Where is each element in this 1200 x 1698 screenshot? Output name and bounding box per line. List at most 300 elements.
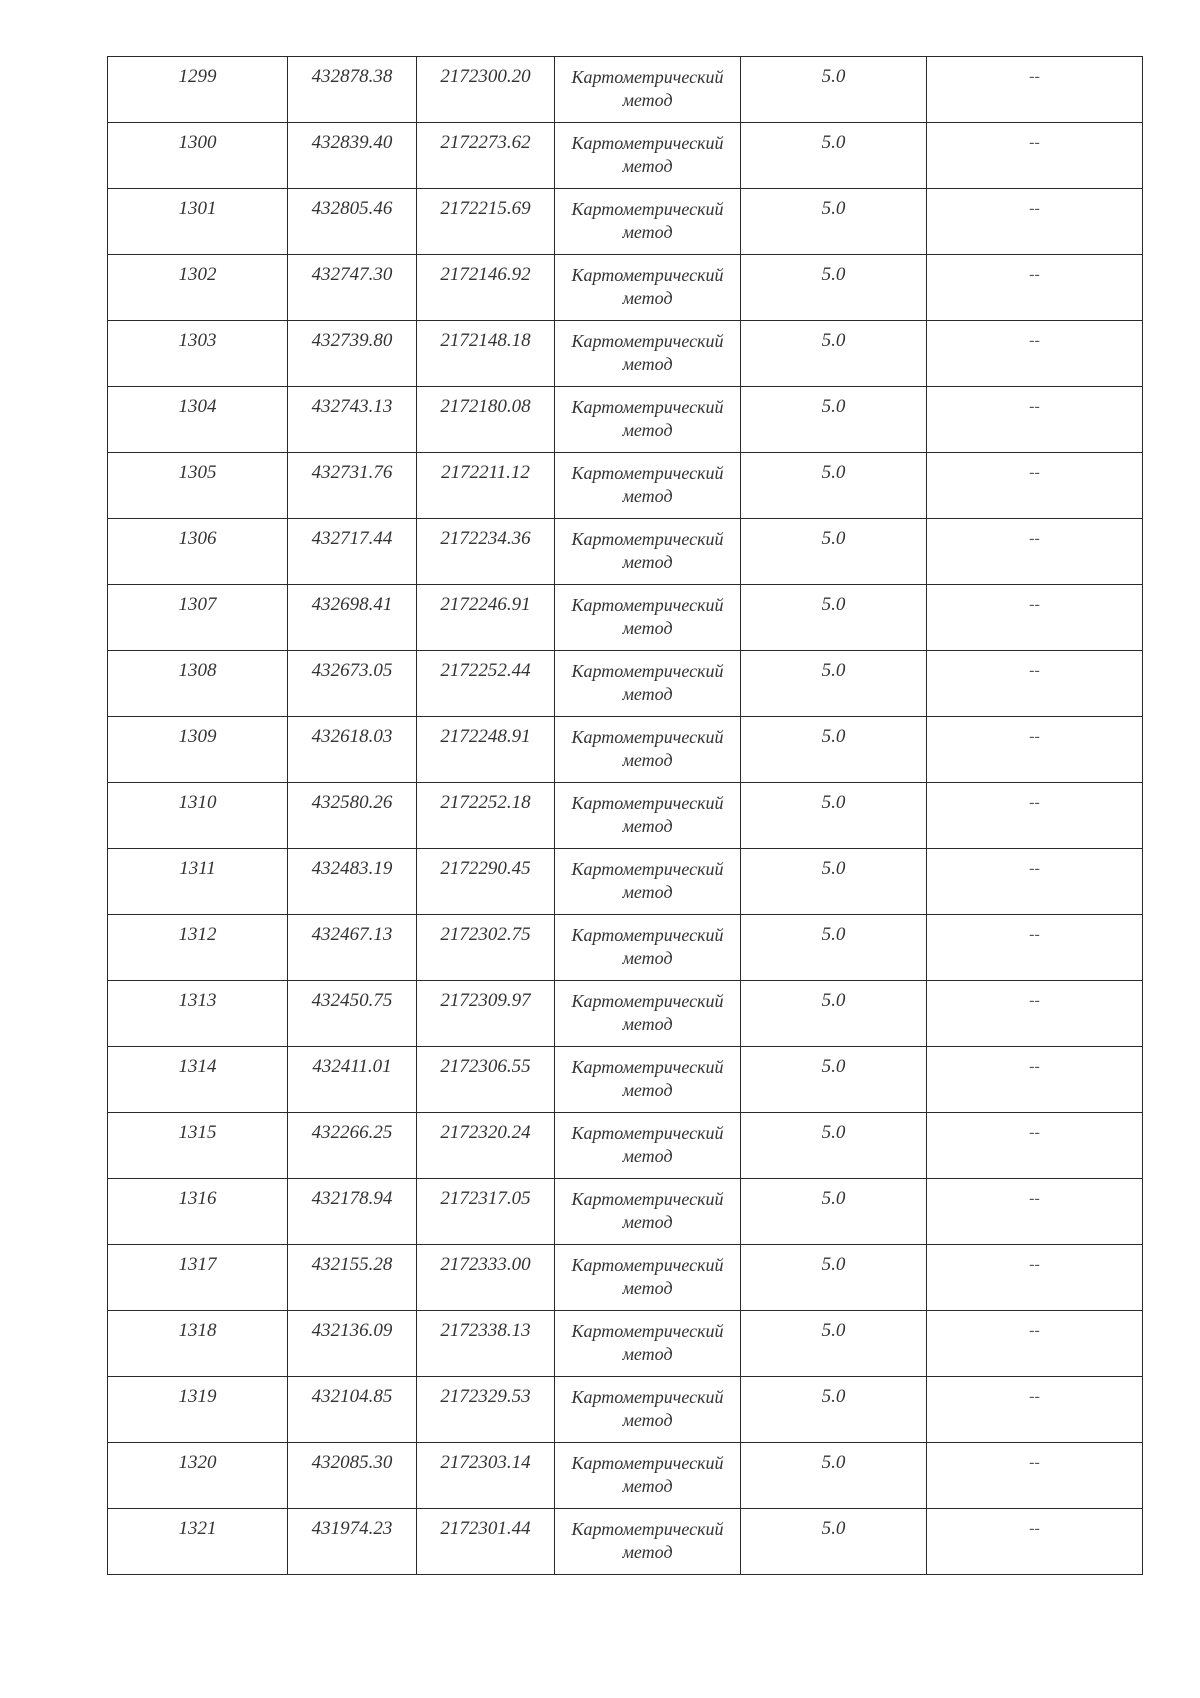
x-coordinate-text: 432450.75	[311, 990, 393, 1011]
x-coordinate-text: 432717.44	[311, 528, 393, 549]
table-row	[108, 1179, 1143, 1245]
note-text: --	[1029, 332, 1040, 349]
point-number-text: 1302	[178, 264, 217, 285]
table-row	[108, 1113, 1143, 1179]
y-coordinate-cell	[417, 255, 555, 321]
method-text	[555, 255, 740, 310]
method-text	[555, 57, 740, 112]
point-number-cell	[108, 255, 288, 321]
note-cell	[927, 1311, 1143, 1377]
accuracy-cell	[741, 1179, 927, 1245]
method-line-1: Картометрический	[571, 1123, 724, 1143]
method-line-2: метод	[622, 948, 673, 968]
method-line-2: метод	[622, 1212, 673, 1232]
method-text	[555, 849, 740, 904]
accuracy-cell	[741, 1047, 927, 1113]
note-cell	[927, 783, 1143, 849]
accuracy-cell	[741, 189, 927, 255]
accuracy-cell	[741, 1311, 927, 1377]
note-text: --	[1029, 662, 1040, 679]
point-number-cell	[108, 1377, 288, 1443]
method-cell	[555, 387, 741, 453]
y-coordinate-text: 2172180.08	[440, 396, 531, 417]
y-coordinate-text: 2172248.91	[440, 726, 531, 747]
method-cell	[555, 849, 741, 915]
x-coordinate-cell	[288, 651, 417, 717]
method-line-2: метод	[622, 420, 673, 440]
note-cell	[927, 453, 1143, 519]
accuracy-cell	[741, 849, 927, 915]
x-coordinate-text: 432136.09	[311, 1320, 393, 1341]
method-line-1: Картометрический	[571, 397, 724, 417]
y-coordinate-cell	[417, 1509, 555, 1575]
point-number-cell	[108, 1245, 288, 1311]
accuracy-cell	[741, 57, 927, 123]
method-text	[555, 1245, 740, 1300]
accuracy-text: 5.0	[821, 1320, 846, 1341]
point-number-text: 1320	[178, 1452, 217, 1473]
x-coordinate-cell	[288, 1047, 417, 1113]
table-row	[108, 585, 1143, 651]
method-line-1: Картометрический	[571, 991, 724, 1011]
y-coordinate-text: 2172300.20	[440, 66, 531, 87]
x-coordinate-cell	[288, 849, 417, 915]
method-text	[555, 321, 740, 376]
method-text	[555, 1311, 740, 1366]
x-coordinate-cell	[288, 1311, 417, 1377]
note-text: --	[1029, 860, 1040, 877]
note-cell	[927, 1047, 1143, 1113]
note-cell	[927, 387, 1143, 453]
point-number-text: 1310	[178, 792, 217, 813]
table-row	[108, 849, 1143, 915]
accuracy-text: 5.0	[821, 726, 846, 747]
method-line-1: Картометрический	[571, 1057, 724, 1077]
method-cell	[555, 189, 741, 255]
point-number-cell	[108, 189, 288, 255]
accuracy-cell	[741, 915, 927, 981]
note-cell	[927, 651, 1143, 717]
x-coordinate-cell	[288, 1245, 417, 1311]
y-coordinate-text: 2172246.91	[440, 594, 531, 615]
point-number-text: 1316	[178, 1188, 217, 1209]
accuracy-cell	[741, 519, 927, 585]
accuracy-cell	[741, 321, 927, 387]
table-row	[108, 1377, 1143, 1443]
accuracy-text: 5.0	[821, 858, 846, 879]
point-number-cell	[108, 849, 288, 915]
note-text: --	[1029, 68, 1040, 85]
method-line-1: Картометрический	[571, 331, 724, 351]
accuracy-text: 5.0	[821, 594, 846, 615]
note-text: --	[1029, 1190, 1040, 1207]
method-line-2: метод	[622, 288, 673, 308]
point-number-text: 1304	[178, 396, 217, 417]
method-text	[555, 1509, 740, 1564]
method-line-2: метод	[622, 354, 673, 374]
method-text	[555, 387, 740, 442]
y-coordinate-text: 2172290.45	[440, 858, 531, 879]
y-coordinate-cell	[417, 915, 555, 981]
point-number-cell	[108, 1311, 288, 1377]
x-coordinate-text: 432411.01	[312, 1056, 392, 1077]
method-line-1: Картометрический	[571, 529, 724, 549]
y-coordinate-cell	[417, 189, 555, 255]
accuracy-text: 5.0	[821, 528, 846, 549]
method-line-2: метод	[622, 1476, 673, 1496]
note-text: --	[1029, 1058, 1040, 1075]
note-text: --	[1029, 794, 1040, 811]
accuracy-text: 5.0	[821, 66, 846, 87]
method-line-2: метод	[622, 1146, 673, 1166]
point-number-text: 1308	[178, 660, 217, 681]
note-cell	[927, 1245, 1143, 1311]
y-coordinate-cell	[417, 1311, 555, 1377]
note-text: --	[1029, 1256, 1040, 1273]
point-number-cell	[108, 1113, 288, 1179]
note-cell	[927, 57, 1143, 123]
y-coordinate-text: 2172252.44	[440, 660, 531, 681]
method-line-1: Картометрический	[571, 793, 724, 813]
table-row	[108, 387, 1143, 453]
y-coordinate-cell	[417, 1179, 555, 1245]
table-row	[108, 1509, 1143, 1575]
method-cell	[555, 519, 741, 585]
y-coordinate-cell	[417, 651, 555, 717]
y-coordinate-text: 2172273.62	[440, 132, 531, 153]
accuracy-cell	[741, 1245, 927, 1311]
method-line-2: метод	[622, 750, 673, 770]
y-coordinate-cell	[417, 849, 555, 915]
accuracy-text: 5.0	[821, 264, 846, 285]
accuracy-cell	[741, 387, 927, 453]
y-coordinate-cell	[417, 717, 555, 783]
accuracy-text: 5.0	[821, 1188, 846, 1209]
y-coordinate-text: 2172215.69	[440, 198, 531, 219]
y-coordinate-text: 2172329.53	[440, 1386, 531, 1407]
method-cell	[555, 717, 741, 783]
x-coordinate-cell	[288, 1443, 417, 1509]
method-text	[555, 717, 740, 772]
method-line-2: метод	[622, 1278, 673, 1298]
point-number-text: 1305	[178, 462, 217, 483]
method-cell	[555, 453, 741, 519]
y-coordinate-text: 2172301.44	[440, 1518, 531, 1539]
method-text	[555, 981, 740, 1036]
method-cell	[555, 1509, 741, 1575]
point-number-cell	[108, 57, 288, 123]
point-number-text: 1321	[178, 1518, 217, 1539]
x-coordinate-cell	[288, 1113, 417, 1179]
note-cell	[927, 255, 1143, 321]
point-number-text: 1312	[178, 924, 217, 945]
point-number-text: 1306	[178, 528, 217, 549]
method-line-2: метод	[622, 1410, 673, 1430]
note-text: --	[1029, 1388, 1040, 1405]
y-coordinate-cell	[417, 585, 555, 651]
accuracy-cell	[741, 1509, 927, 1575]
note-cell	[927, 717, 1143, 783]
method-text	[555, 453, 740, 508]
method-cell	[555, 1113, 741, 1179]
x-coordinate-cell	[288, 1179, 417, 1245]
method-line-1: Картометрический	[571, 595, 724, 615]
method-line-1: Картометрический	[571, 1453, 724, 1473]
y-coordinate-cell	[417, 1245, 555, 1311]
method-cell	[555, 57, 741, 123]
x-coordinate-cell	[288, 981, 417, 1047]
method-line-2: метод	[622, 1014, 673, 1034]
method-text	[555, 915, 740, 970]
x-coordinate-cell	[288, 387, 417, 453]
accuracy-cell	[741, 1113, 927, 1179]
y-coordinate-text: 2172320.24	[440, 1122, 531, 1143]
note-text: --	[1029, 200, 1040, 217]
method-line-1: Картометрический	[571, 463, 724, 483]
point-number-cell	[108, 123, 288, 189]
point-number-cell	[108, 453, 288, 519]
method-line-2: метод	[622, 222, 673, 242]
method-line-1: Картометрический	[571, 859, 724, 879]
note-text: --	[1029, 266, 1040, 283]
method-line-2: метод	[622, 618, 673, 638]
method-line-2: метод	[622, 882, 673, 902]
table-row	[108, 1443, 1143, 1509]
accuracy-text: 5.0	[821, 462, 846, 483]
y-coordinate-cell	[417, 1443, 555, 1509]
accuracy-text: 5.0	[821, 660, 846, 681]
accuracy-text: 5.0	[821, 1386, 846, 1407]
accuracy-text: 5.0	[821, 1056, 846, 1077]
method-line-1: Картометрический	[571, 199, 724, 219]
note-text: --	[1029, 1124, 1040, 1141]
point-number-text: 1317	[178, 1254, 217, 1275]
note-text: --	[1029, 1454, 1040, 1471]
point-number-cell	[108, 387, 288, 453]
method-line-1: Картометрический	[571, 661, 724, 681]
accuracy-cell	[741, 1377, 927, 1443]
table-row	[108, 1047, 1143, 1113]
point-number-text: 1300	[178, 132, 217, 153]
accuracy-cell	[741, 123, 927, 189]
point-number-text: 1303	[178, 330, 217, 351]
x-coordinate-text: 432266.25	[311, 1122, 393, 1143]
point-number-cell	[108, 717, 288, 783]
accuracy-text: 5.0	[821, 132, 846, 153]
method-line-2: метод	[622, 1542, 673, 1562]
x-coordinate-cell	[288, 123, 417, 189]
x-coordinate-text: 432743.13	[311, 396, 393, 417]
point-number-text: 1301	[178, 198, 217, 219]
point-number-text: 1319	[178, 1386, 217, 1407]
table-row	[108, 981, 1143, 1047]
y-coordinate-cell	[417, 453, 555, 519]
note-text: --	[1029, 530, 1040, 547]
y-coordinate-cell	[417, 321, 555, 387]
method-line-2: метод	[622, 90, 673, 110]
note-text: --	[1029, 134, 1040, 151]
method-text	[555, 1113, 740, 1168]
table-row	[108, 783, 1143, 849]
note-cell	[927, 849, 1143, 915]
table-row	[108, 57, 1143, 123]
y-coordinate-text: 2172148.18	[440, 330, 531, 351]
point-number-cell	[108, 1179, 288, 1245]
method-text	[555, 1047, 740, 1102]
method-line-2: метод	[622, 156, 673, 176]
method-text	[555, 1443, 740, 1498]
accuracy-cell	[741, 585, 927, 651]
x-coordinate-text: 432747.30	[311, 264, 393, 285]
table-row	[108, 453, 1143, 519]
x-coordinate-cell	[288, 321, 417, 387]
accuracy-text: 5.0	[821, 1452, 846, 1473]
method-cell	[555, 981, 741, 1047]
method-line-1: Картометрический	[571, 1387, 724, 1407]
method-cell	[555, 321, 741, 387]
point-number-cell	[108, 1509, 288, 1575]
method-text	[555, 123, 740, 178]
method-line-2: метод	[622, 684, 673, 704]
coordinates-table	[107, 56, 1143, 1575]
y-coordinate-cell	[417, 1047, 555, 1113]
method-cell	[555, 1377, 741, 1443]
method-line-1: Картометрический	[571, 265, 724, 285]
y-coordinate-text: 2172306.55	[440, 1056, 531, 1077]
method-text	[555, 519, 740, 574]
y-coordinate-text: 2172252.18	[440, 792, 531, 813]
note-cell	[927, 1509, 1143, 1575]
method-line-1: Картометрический	[571, 925, 724, 945]
y-coordinate-text: 2172309.97	[440, 990, 531, 1011]
method-text	[555, 585, 740, 640]
accuracy-text: 5.0	[821, 1518, 846, 1539]
note-cell	[927, 1113, 1143, 1179]
method-line-2: метод	[622, 552, 673, 572]
table-row	[108, 651, 1143, 717]
x-coordinate-cell	[288, 189, 417, 255]
x-coordinate-cell	[288, 1509, 417, 1575]
accuracy-cell	[741, 255, 927, 321]
note-cell	[927, 321, 1143, 387]
note-text: --	[1029, 398, 1040, 415]
point-number-text: 1314	[178, 1056, 217, 1077]
point-number-cell	[108, 321, 288, 387]
method-cell	[555, 1047, 741, 1113]
x-coordinate-text: 432839.40	[311, 132, 393, 153]
method-text	[555, 651, 740, 706]
accuracy-cell	[741, 981, 927, 1047]
x-coordinate-text: 432467.13	[311, 924, 393, 945]
point-number-cell	[108, 519, 288, 585]
table-row	[108, 915, 1143, 981]
x-coordinate-cell	[288, 915, 417, 981]
x-coordinate-cell	[288, 519, 417, 585]
x-coordinate-text: 432673.05	[311, 660, 393, 681]
accuracy-cell	[741, 717, 927, 783]
x-coordinate-text: 432085.30	[311, 1452, 393, 1473]
note-cell	[927, 585, 1143, 651]
accuracy-text: 5.0	[821, 990, 846, 1011]
x-coordinate-cell	[288, 717, 417, 783]
y-coordinate-text: 2172234.36	[440, 528, 531, 549]
point-number-cell	[108, 1443, 288, 1509]
note-cell	[927, 123, 1143, 189]
table-row	[108, 123, 1143, 189]
point-number-text: 1311	[179, 858, 216, 879]
x-coordinate-text: 432805.46	[311, 198, 393, 219]
point-number-cell	[108, 651, 288, 717]
y-coordinate-text: 2172338.13	[440, 1320, 531, 1341]
accuracy-text: 5.0	[821, 198, 846, 219]
x-coordinate-cell	[288, 453, 417, 519]
method-cell	[555, 1179, 741, 1245]
point-number-cell	[108, 783, 288, 849]
method-text	[555, 783, 740, 838]
note-cell	[927, 519, 1143, 585]
table-row	[108, 255, 1143, 321]
note-cell	[927, 1179, 1143, 1245]
x-coordinate-cell	[288, 1377, 417, 1443]
accuracy-cell	[741, 453, 927, 519]
note-text: --	[1029, 728, 1040, 745]
accuracy-text: 5.0	[821, 924, 846, 945]
x-coordinate-text: 431974.23	[311, 1518, 393, 1539]
note-cell	[927, 189, 1143, 255]
method-cell	[555, 783, 741, 849]
method-line-1: Картометрический	[571, 727, 724, 747]
y-coordinate-text: 2172146.92	[440, 264, 531, 285]
method-cell	[555, 915, 741, 981]
y-coordinate-cell	[417, 57, 555, 123]
note-cell	[927, 1443, 1143, 1509]
table-row	[108, 189, 1143, 255]
accuracy-text: 5.0	[821, 396, 846, 417]
table-row	[108, 717, 1143, 783]
point-number-text: 1307	[178, 594, 217, 615]
method-text	[555, 1179, 740, 1234]
x-coordinate-cell	[288, 783, 417, 849]
y-coordinate-text: 2172302.75	[440, 924, 531, 945]
method-cell	[555, 255, 741, 321]
y-coordinate-cell	[417, 981, 555, 1047]
accuracy-cell	[741, 651, 927, 717]
method-line-1: Картометрический	[571, 67, 724, 87]
method-cell	[555, 1245, 741, 1311]
note-text: --	[1029, 464, 1040, 481]
y-coordinate-cell	[417, 1113, 555, 1179]
accuracy-text: 5.0	[821, 1254, 846, 1275]
y-coordinate-text: 2172303.14	[440, 1452, 531, 1473]
note-text: --	[1029, 1520, 1040, 1537]
method-line-2: метод	[622, 816, 673, 836]
point-number-cell	[108, 585, 288, 651]
method-line-1: Картометрический	[571, 133, 724, 153]
y-coordinate-cell	[417, 387, 555, 453]
point-number-text: 1299	[178, 66, 217, 87]
table-row	[108, 1245, 1143, 1311]
y-coordinate-cell	[417, 123, 555, 189]
x-coordinate-text: 432878.38	[311, 66, 393, 87]
x-coordinate-text: 432178.94	[311, 1188, 393, 1209]
method-line-2: метод	[622, 1344, 673, 1364]
method-cell	[555, 1311, 741, 1377]
y-coordinate-text: 2172333.00	[440, 1254, 531, 1275]
x-coordinate-cell	[288, 255, 417, 321]
note-cell	[927, 1377, 1143, 1443]
method-cell	[555, 585, 741, 651]
point-number-cell	[108, 1047, 288, 1113]
